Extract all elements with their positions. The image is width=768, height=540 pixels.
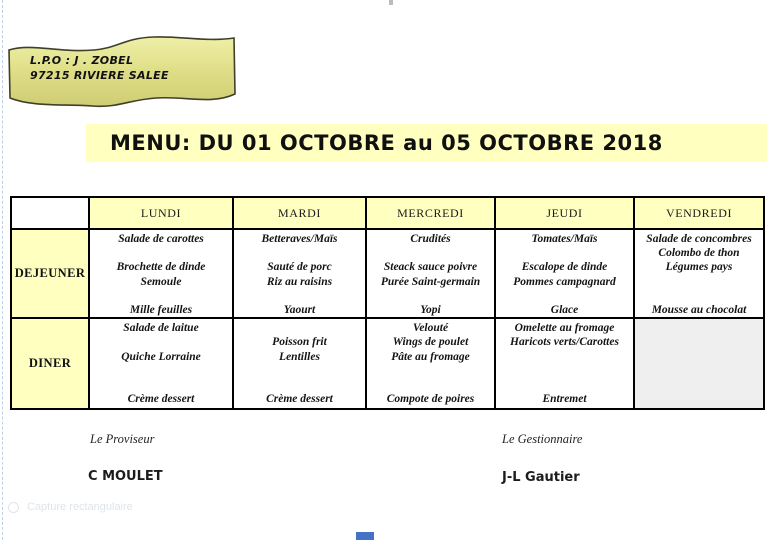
menu-line: Brochette de dinde (116, 261, 206, 274)
menu-cell-diner-vendredi-empty (634, 318, 764, 409)
menu-line: Lentilles (279, 350, 320, 363)
menu-line (496, 350, 633, 364)
menu-line (635, 289, 763, 303)
day-header-row (11, 197, 764, 229)
menu-line (234, 246, 365, 260)
day-header-mercredi: MERCREDI (366, 197, 495, 229)
menu-line: Haricots verts/Carottes (510, 336, 619, 349)
menu-line: Escalope de dinde (521, 261, 608, 274)
ghost-capture-text: Capture rectangulaire (27, 501, 133, 513)
menu-line: Colombo de thon (658, 247, 740, 260)
menu-line: Mousse au chocolat (651, 303, 747, 316)
menu-line: Yopi (420, 303, 441, 316)
selection-marquee-line (2, 0, 3, 540)
signature-name-proviseur: C MOULET (88, 469, 163, 484)
menu-line (496, 289, 633, 303)
menu-line (234, 364, 365, 378)
menu-line (635, 350, 763, 364)
menu-line (635, 392, 763, 406)
day-header-vendredi: VENDREDI (634, 197, 764, 229)
menu-cell-diner-lundi (89, 318, 233, 409)
menu-line: Wings de poulet (392, 336, 469, 349)
top-grey-artifact (389, 0, 393, 5)
menu-line: Poisson frit (272, 336, 327, 349)
menu-line: Yaourt (283, 303, 316, 316)
dejeuner-row (11, 229, 764, 318)
menu-line: Crudités (410, 233, 451, 245)
menu-line: Glace (550, 303, 579, 316)
menu-cell-dejeuner-lundi (89, 229, 233, 318)
menu-title-band (86, 124, 767, 162)
menu-line: Quiche Lorraine (121, 350, 201, 363)
menu-line (367, 364, 494, 378)
menu-cell-dejeuner-jeudi (495, 229, 634, 318)
menu-line (635, 275, 763, 289)
signature-title-gestionnaire: Le Gestionnaire (502, 432, 583, 446)
menu-line: Riz au raisins (266, 275, 333, 288)
menu-line: Pâte au fromage (391, 350, 470, 363)
menu-line (496, 246, 633, 260)
snip-tool-ghost-label (8, 501, 133, 513)
menu-line: Salade de carottes (118, 233, 204, 245)
diner-row (11, 318, 764, 409)
meal-label-dejeuner: DEJEUNER (11, 229, 89, 318)
menu-cell-dejeuner-vendredi (634, 229, 764, 318)
menu-line: Salade de concombres (646, 233, 752, 245)
menu-line: Sauté de porc (267, 261, 332, 274)
menu-line (234, 289, 365, 303)
school-city: 97215 RIVIERE SALEE (30, 69, 169, 82)
menu-line (90, 246, 232, 260)
menu-line: Omelette au fromage (514, 322, 615, 335)
school-address (30, 53, 169, 83)
menu-line (234, 378, 365, 392)
menu-line (90, 364, 232, 378)
menu-cell-dejeuner-mercredi (366, 229, 495, 318)
signature-name-gestionnaire: J-L Gautier (502, 470, 580, 485)
menu-line (635, 378, 763, 392)
menu-line (234, 321, 365, 335)
menu-line: Mille feuilles (129, 303, 193, 316)
menu-line: Compote de poires (386, 393, 475, 406)
menu-line: Crème dessert (127, 393, 195, 406)
menu-line: Betteraves/Maïs (261, 233, 338, 245)
menu-line (90, 289, 232, 303)
menu-line (496, 378, 633, 392)
menu-table (10, 196, 765, 410)
capture-mode-icon (8, 502, 19, 513)
menu-line (367, 246, 494, 260)
signature-title-proviseur: Le Proviseur (90, 432, 155, 446)
meal-label-diner: DINER (11, 318, 89, 409)
school-ribbon-banner (6, 30, 238, 108)
menu-line (635, 321, 763, 335)
menu-line: Légumes pays (665, 261, 733, 274)
day-header-mardi: MARDI (233, 197, 366, 229)
menu-line: Pommes campagnard (513, 275, 616, 288)
menu-line: Semoule (140, 275, 182, 288)
bottom-blue-artifact (356, 532, 374, 540)
menu-line (367, 289, 494, 303)
menu-cell-dejeuner-mardi (233, 229, 366, 318)
day-header-jeudi: JEUDI (495, 197, 634, 229)
menu-line: Salade de laitue (123, 322, 199, 335)
day-header-lundi: LUNDI (89, 197, 233, 229)
menu-line: Crème dessert (266, 393, 333, 406)
menu-line: Tomates/Maïs (531, 233, 598, 245)
school-name: L.P.O : J . ZOBEL (30, 54, 134, 67)
corner-spacer (11, 197, 89, 229)
menu-cell-diner-jeudi (495, 318, 634, 409)
menu-line (90, 335, 232, 349)
menu-line (367, 378, 494, 392)
menu-cell-diner-mardi (233, 318, 366, 409)
menu-line: Entremet (542, 393, 587, 406)
menu-line: Steack sauce poivre (383, 261, 478, 274)
menu-title: MENU: DU 01 OCTOBRE au 05 OCTOBRE 2018 (110, 131, 663, 155)
menu-cell-diner-mercredi (366, 318, 495, 409)
menu-line (496, 364, 633, 378)
menu-line (90, 378, 232, 392)
menu-line (635, 364, 763, 378)
menu-line: Purée Saint-germain (380, 275, 481, 288)
menu-line (635, 335, 763, 349)
menu-line: Velouté (412, 322, 449, 335)
